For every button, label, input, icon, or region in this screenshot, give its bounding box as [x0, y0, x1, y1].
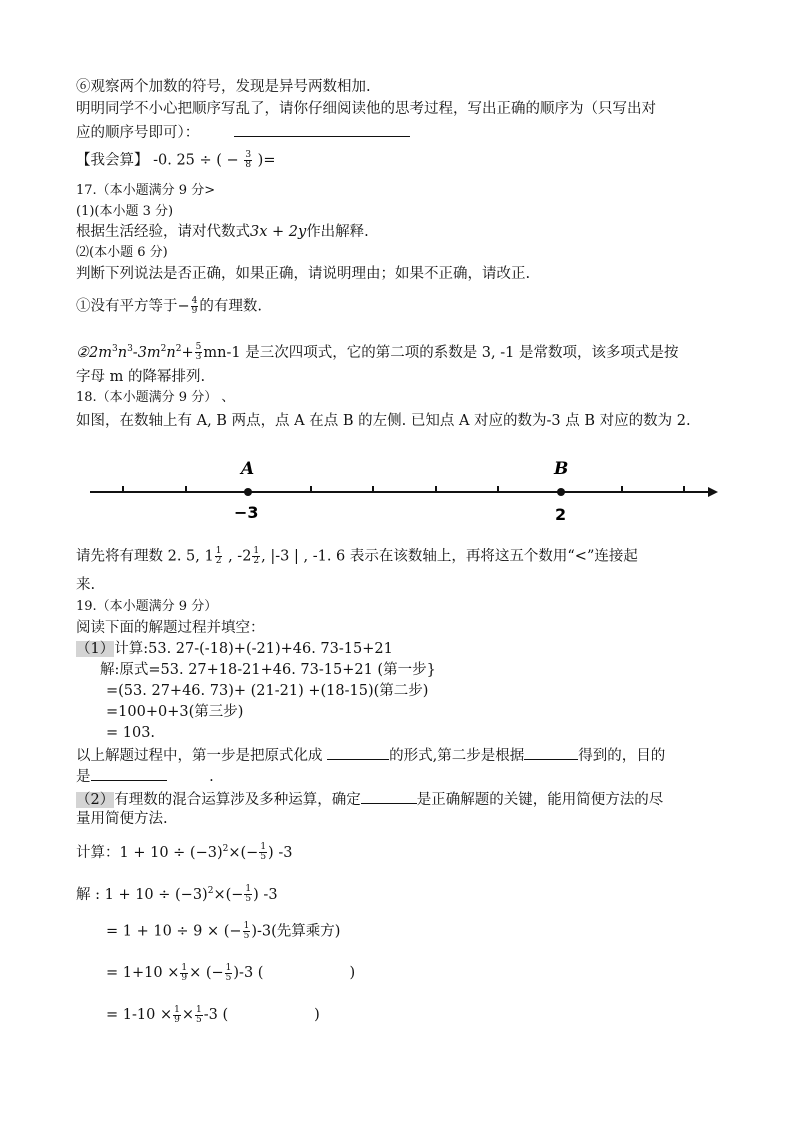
q19-part2-cont: 量用简便方法. — [76, 811, 168, 827]
fraction: $\frac{1}{5}$ — [225, 962, 232, 983]
q17-item2: $②2m^3n^3-3m^2n^2+$ $\frac{5}{3}$ mn-1 是三次四项式，它的第二项的系数是 3, -1 是常数项，该多项式是按 — [76, 342, 679, 363]
answer-blank[interactable] — [234, 122, 410, 137]
solution-line: 解 : $1 + 10 \div (-3)^2\times(-$ $\frac{1}{5}$ ) -3 — [76, 884, 278, 905]
q17-part2: ⑵(本小题 6 分) — [76, 245, 168, 260]
instruction-line1: 明明同学不小心把顺序写乱了，请你仔细阅读他的思考过程，写出正确的顺序为（只写出对 — [76, 101, 656, 117]
point-b — [557, 488, 565, 496]
value-a: −3 — [234, 503, 259, 522]
calc-expr: 计算：$1 + 10 \div (-3)^2\times(-$ $\frac{1}{5}$ ) -3 — [76, 842, 293, 863]
blank-reason-1[interactable] — [263, 963, 349, 977]
blank-law[interactable] — [524, 745, 578, 760]
q18-after: 请先将有理数 2. 5, 1 $\frac{1}{2}$ , -2 $\frac{1}{2}$ , |-3 | , -1. 6 表示在该数轴上，再将这五个数用“<”连接起 — [76, 546, 638, 566]
fraction: $\frac{1}{5}$ — [260, 842, 267, 863]
q17-title: 17.（本小题满分 9 分> — [76, 183, 216, 198]
point-a — [244, 488, 252, 496]
q18-text: 如图，在数轴上有 A, B 两点，点 A 在点 B 的左侧. 已知点 A 对应的数为-3 点 B 对应的数为 2. — [76, 413, 691, 429]
q19-text: 阅读下面的解题过程并填空： — [76, 620, 265, 636]
q19-fill-cont: 是 . — [76, 766, 214, 786]
q17-item2-cont: 字母 m 的降幂排列. — [76, 369, 206, 385]
fraction: $\frac{1}{9}$ — [174, 1004, 180, 1025]
fraction: $\frac{1}{2}$ — [215, 546, 222, 566]
fraction: $\frac{5}{3}$ — [195, 342, 202, 363]
q19-part1: （1）计算:53. 27-(-18)+(-21)+46. 73-15+21 — [76, 641, 393, 657]
q19-title: 19.（本小题满分 9 分） — [76, 599, 218, 614]
number-line — [76, 452, 726, 532]
fraction: $\frac{1}{2}$ — [253, 546, 260, 566]
q17-part2-text: 判断下列说法是否正确，如果正确，请说明理由；如果不正确，请改正. — [76, 266, 531, 282]
fraction: $\frac{4}{9}$ — [191, 296, 198, 316]
fraction: $\frac{3}{8}$ — [245, 150, 252, 170]
fraction: $\frac{1}{9}$ — [181, 962, 188, 983]
i-can-calc: 【我会算】 -0. 25 ÷ ( − $\frac{3}{8}$ )= — [76, 150, 276, 170]
q18-after-cont: 来. — [76, 577, 96, 593]
step-1: = 1 + 10 ÷ 9 × (− $\frac{1}{5}$ )-3(先算乘方) — [106, 921, 341, 941]
axis-arrow — [708, 487, 718, 497]
q19-step4: = 103. — [106, 725, 156, 741]
q17-part1: (1)(本小题 3 分) — [76, 204, 174, 219]
fraction: $\frac{1}{5}$ — [195, 1004, 202, 1025]
blank-reason-2[interactable] — [228, 1005, 314, 1019]
q17-item1: ①没有平方等于− $\frac{4}{9}$ 的有理数. — [76, 296, 262, 316]
q19-fill: 以上解题过程中，第一步是把原式化成 的形式,第二步是根据 得到的，目的 — [76, 745, 665, 765]
q19-step1: 解:原式=53. 27+18-21+46. 73-15+21 (第一步} — [100, 662, 436, 678]
value-b: 2 — [555, 505, 567, 524]
step-2: = 1+10 × $\frac{1}{9}$ × (− $\frac{1}{5}$ )-3 ( ) — [106, 962, 356, 983]
fraction: $\frac{1}{5}$ — [245, 884, 252, 905]
q19-part2: （2）有理数的混合运算涉及多种运算，确定 是正确解题的关键，能用简便方法的尽 — [76, 789, 663, 809]
q18-title: 18.（本小题满分 9 分） 、 — [76, 390, 235, 405]
step-3: = 1-10 × $\frac{1}{9}$ × $\frac{1}{5}$ -3 ( ) — [106, 1004, 320, 1025]
label-b: B — [554, 459, 569, 479]
blank-order[interactable] — [361, 789, 417, 804]
instruction-line2: 应的顺序号即可）： — [76, 122, 410, 142]
q17-part1-text: 根据生活经验，请对代数式3x + 2y作出解释. — [76, 224, 369, 240]
blank-purpose[interactable] — [91, 766, 167, 781]
fraction: $\frac{1}{5}$ — [243, 921, 250, 941]
step-6: ⑥观察两个加数的符号，发现是异号两数相加. — [76, 79, 371, 95]
label-a: A — [241, 459, 255, 479]
blank-form[interactable] — [327, 745, 389, 760]
q19-step3: =100+0+3(第三步) — [106, 704, 244, 720]
q19-step2: =(53. 27+46. 73)+ (21-21) +(18-15)(第二步) — [106, 683, 429, 699]
